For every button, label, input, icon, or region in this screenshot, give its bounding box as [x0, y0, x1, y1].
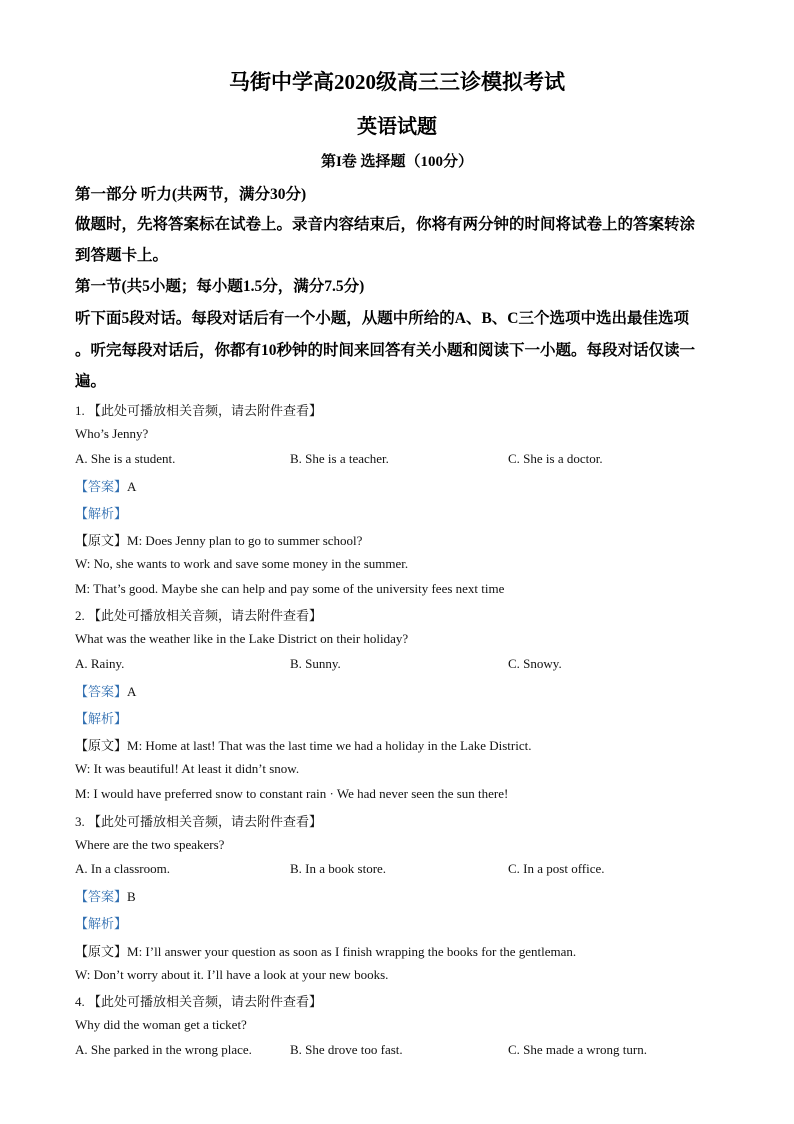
answer-label: 【答案】 [75, 684, 128, 699]
question-2-option-a: A. Rainy. [75, 656, 125, 671]
exam-title: 马街中学高2020级高三三诊模拟考试 [229, 70, 565, 94]
question-2-transcript-3: M: I would have preferred snow to constant rain · We had never seen the sun there! [75, 786, 509, 801]
original-label: 【原文】 [75, 738, 128, 753]
question-4-text: Why did the woman get a ticket? [75, 1017, 247, 1032]
question-1-answer [75, 476, 136, 495]
description-line-1: 听下面5段对话。每段对话后有一个小题，从题中所给的A、B、C三个选项中选出最佳选项 [75, 310, 689, 327]
question-1-transcript-3: M: That’s good. Maybe she can help and pay some of the university fees next time [75, 581, 505, 596]
instruction-line-1: 做题时，先将答案标在试卷上。录音内容结束后，你将有两分钟的时间将试卷上的答案转涂 [75, 216, 696, 233]
question-2-analysis-label: 【解析】 [75, 711, 128, 726]
question-3-transcript-2: W: Don’t worry about it. I’ll have a look at your new books. [75, 967, 389, 982]
question-2-option-c: C. Snowy. [508, 656, 562, 671]
answer-value: A [127, 479, 137, 494]
question-2-option-b: B. Sunny. [290, 656, 341, 671]
transcript-line: M: Does Jenny plan to go to summer school? [127, 533, 363, 548]
question-3-option-c: C. In a post office. [508, 861, 605, 876]
transcript-line: M: Home at last! That was the last time we had a holiday in the Lake District. [127, 738, 532, 753]
transcript-line: M: I’ll answer your question as soon as I finish wrapping the books for the gentleman. [127, 944, 577, 959]
subject-title: 英语试题 [357, 116, 437, 138]
question-2-transcript-2: W: It was beautiful! At least it didn’t snow. [75, 761, 300, 776]
section-heading: 第一部分 听力(共两节，满分30分) [75, 186, 307, 203]
original-label: 【原文】 [75, 944, 128, 959]
question-3-answer [75, 886, 136, 905]
question-1-header: 1. 【此处可播放相关音频，请去附件查看】 [75, 403, 323, 418]
question-3-option-b: B. In a book store. [290, 861, 387, 876]
question-2-text: What was the weather like in the Lake District on their holiday? [75, 631, 409, 646]
question-4-option-a: A. She parked in the wrong place. [75, 1042, 252, 1057]
question-1-analysis-label: 【解析】 [75, 506, 128, 521]
question-3-text: Where are the two speakers? [75, 837, 225, 852]
instruction-line-2: 到答题卡上。 [75, 247, 169, 264]
question-3-header: 3. 【此处可播放相关音频，请去附件查看】 [75, 814, 323, 829]
question-2-header: 2. 【此处可播放相关音频，请去附件查看】 [75, 608, 323, 623]
question-4-option-b: B. She drove too fast. [290, 1042, 403, 1057]
answer-value: B [127, 889, 136, 904]
subsection-heading: 第一节(共5小题；每小题1.5分，满分7.5分) [75, 278, 365, 295]
question-1-transcript-2: W: No, she wants to work and save some money in the summer. [75, 556, 409, 571]
question-1-transcript-1 [75, 530, 362, 549]
description-line-2: 。听完每段对话后，你都有10秒钟的时间来回答有关小题和阅读下一小题。每段对话仅读一 [75, 342, 696, 359]
question-4-option-c: C. She made a wrong turn. [508, 1042, 648, 1057]
answer-value: A [127, 684, 137, 699]
answer-label: 【答案】 [75, 889, 128, 904]
question-1-text: Who’s Jenny? [75, 426, 149, 441]
description-line-3: 遍。 [75, 373, 107, 390]
question-1-option-b: B. She is a teacher. [290, 451, 389, 466]
question-1-option-a: A. She is a student. [75, 451, 176, 466]
question-4-header: 4. 【此处可播放相关音频，请去附件查看】 [75, 994, 323, 1009]
question-3-analysis-label: 【解析】 [75, 916, 128, 931]
part-title: 第I卷 选择题（100分） [320, 154, 474, 170]
original-label: 【原文】 [75, 533, 128, 548]
answer-label: 【答案】 [75, 479, 128, 494]
question-1-option-c: C. She is a doctor. [508, 451, 603, 466]
question-3-transcript-1 [75, 941, 576, 960]
question-2-answer [75, 681, 136, 700]
question-3-option-a: A. In a classroom. [75, 861, 170, 876]
question-2-transcript-1 [75, 735, 531, 754]
